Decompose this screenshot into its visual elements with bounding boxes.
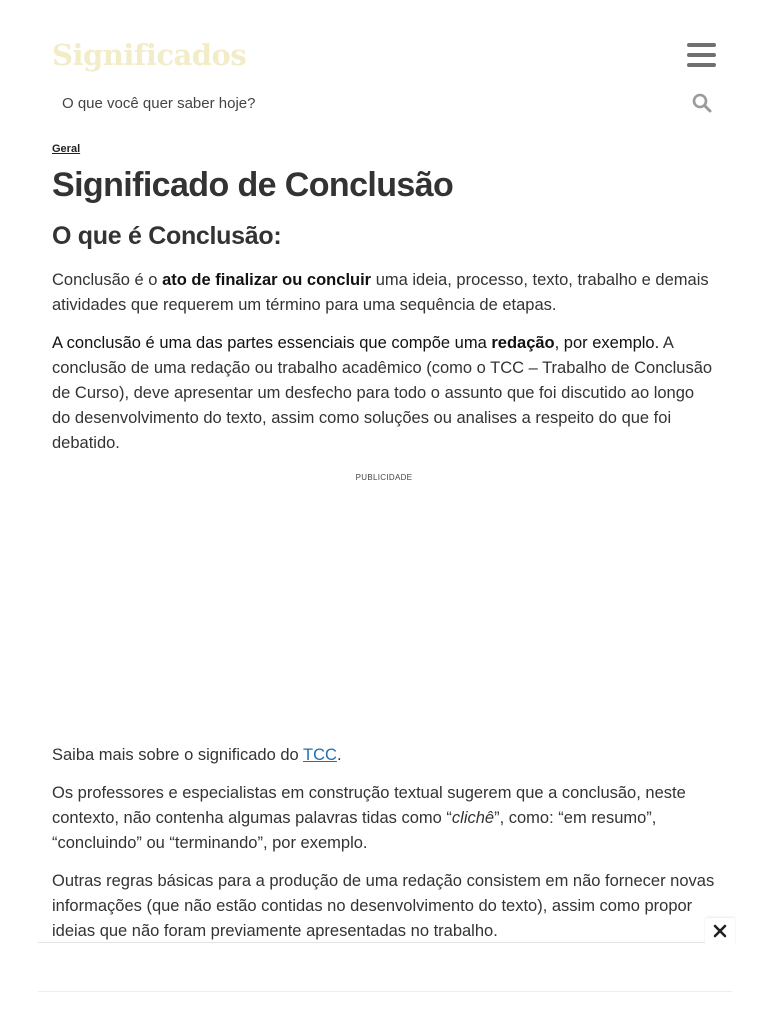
bold-text: redação (491, 334, 555, 352)
hamburger-menu-icon[interactable] (685, 42, 717, 68)
text-span: , por exemplo. (554, 334, 660, 352)
paragraph-rules (52, 869, 716, 944)
text-span: . (336, 746, 342, 764)
paragraph-essay (52, 331, 716, 456)
text-span: Saiba mais sobre o significado do (52, 746, 304, 764)
category-link[interactable]: Geral (52, 143, 81, 155)
sticky-ad-bar (38, 942, 732, 992)
text-span: A conclusão de uma redação ou trabalho acadêmico (como o TCC – Trabalho de Conclusão de Curso), deve apresentar um desfecho para todo o assunto que foi discutido ao longo do desenvolvimento do texto, assim como soluções ou analises a respeito do que foi debatido. (52, 334, 713, 452)
text-span: ”, como: “em resumo”, “concluindo” ou “terminando”, por exemplo. (52, 809, 657, 852)
ad-label: PUBLICIDADE (355, 473, 413, 482)
bold-text: ato de finalizar ou concluir (162, 271, 372, 289)
section-heading: O que é Conclusão: (52, 222, 282, 250)
search-icon[interactable] (692, 93, 712, 113)
close-icon[interactable] (705, 918, 735, 944)
search-input[interactable] (52, 86, 672, 120)
text-span: Outras regras básicas para a produção de uma redação consistem em não fornecer novas informações (que não estão contidas no desenvolvimento do texto), assim como propor ideias que não foram previamente apresentadas no trabalho. (52, 872, 715, 940)
italic-text: clichê (451, 809, 495, 827)
paragraph-cliche (52, 781, 716, 856)
site-logo[interactable]: Significados (52, 38, 247, 72)
paragraph-definition (52, 268, 716, 318)
tcc-link[interactable]: TCC (303, 746, 337, 764)
text-span: Conclusão é o (52, 271, 163, 289)
search-bar (52, 86, 716, 120)
page-title: Significado de Conclusão (52, 166, 454, 204)
paragraph-see-also (52, 743, 716, 768)
text-span: Os professores e especialistas em construção textual sugerem que a conclusão, neste contexto, não contenha algumas palavras tidas como “ (52, 784, 686, 827)
text-span: A conclusão é uma das partes essenciais que compõe uma (52, 334, 492, 352)
text-span: uma ideia, processo, texto, trabalho e demais atividades que requerem um término para uma sequência de etapas. (52, 271, 709, 314)
